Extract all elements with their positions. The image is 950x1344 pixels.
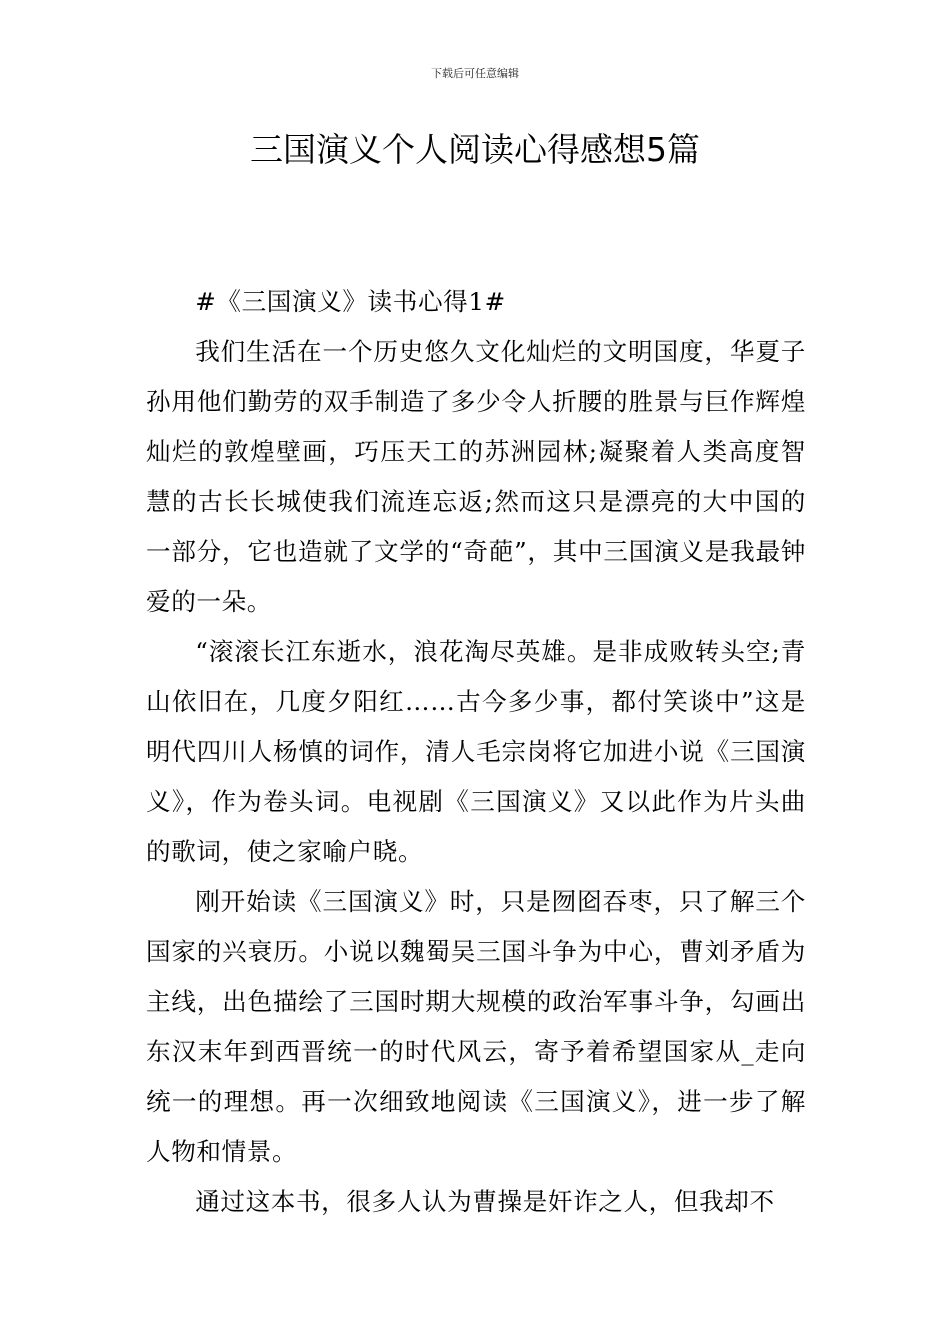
paragraph-1: 我们生活在一个历史悠久文化灿烂的文明国度，华夏子孙用他们勤劳的双手制造了多少令人折腰的胜景与巨作辉煌灿烂的敦煌壁画，巧压天工的苏洲园林;凝聚着人类高度智慧的古长长城使我们流连忘返;然而这只是漂亮的大中国的一部分，它也造就了文学的“奇葩”，其中三国演义是我最钟爱的一朵。	[146, 337, 806, 616]
paragraph-4: 通过这本书，很多人认为曹操是奸诈之人，但我却不	[195, 1187, 775, 1216]
section-heading: #《三国演义》读书心得1#	[195, 287, 506, 316]
paragraph-3: 刚开始读《三国演义》时，只是囫囵吞枣，只了解三个国家的兴衰历。小说以魏蜀吴三国斗争为中心，曹刘矛盾为主线，出色描绘了三国时期大规模的政治军事斗争，勾画出东汉末年到西晋统一的时代风云，寄予着希望国家从_走向统一的理想。再一次细致地阅读《三国演义》，进一步了解人物和情景。	[146, 887, 806, 1166]
document-body	[146, 277, 806, 1227]
paragraph-2: “滚滚长江东逝水，浪花淘尽英雄。是非成败转头空;青山依旧在，几度夕阳红……古今多少事，都付笑谈中”这是明代四川人杨慎的词作，清人毛宗岗将它加进小说《三国演义》，作为卷头词。电视剧《三国演义》又以此作为片头曲的歌词，使之家喻户晓。	[146, 637, 806, 866]
document-title: 三国演义个人阅读心得感想5篇	[250, 130, 700, 169]
header-note: 下载后可任意编辑	[431, 67, 519, 80]
